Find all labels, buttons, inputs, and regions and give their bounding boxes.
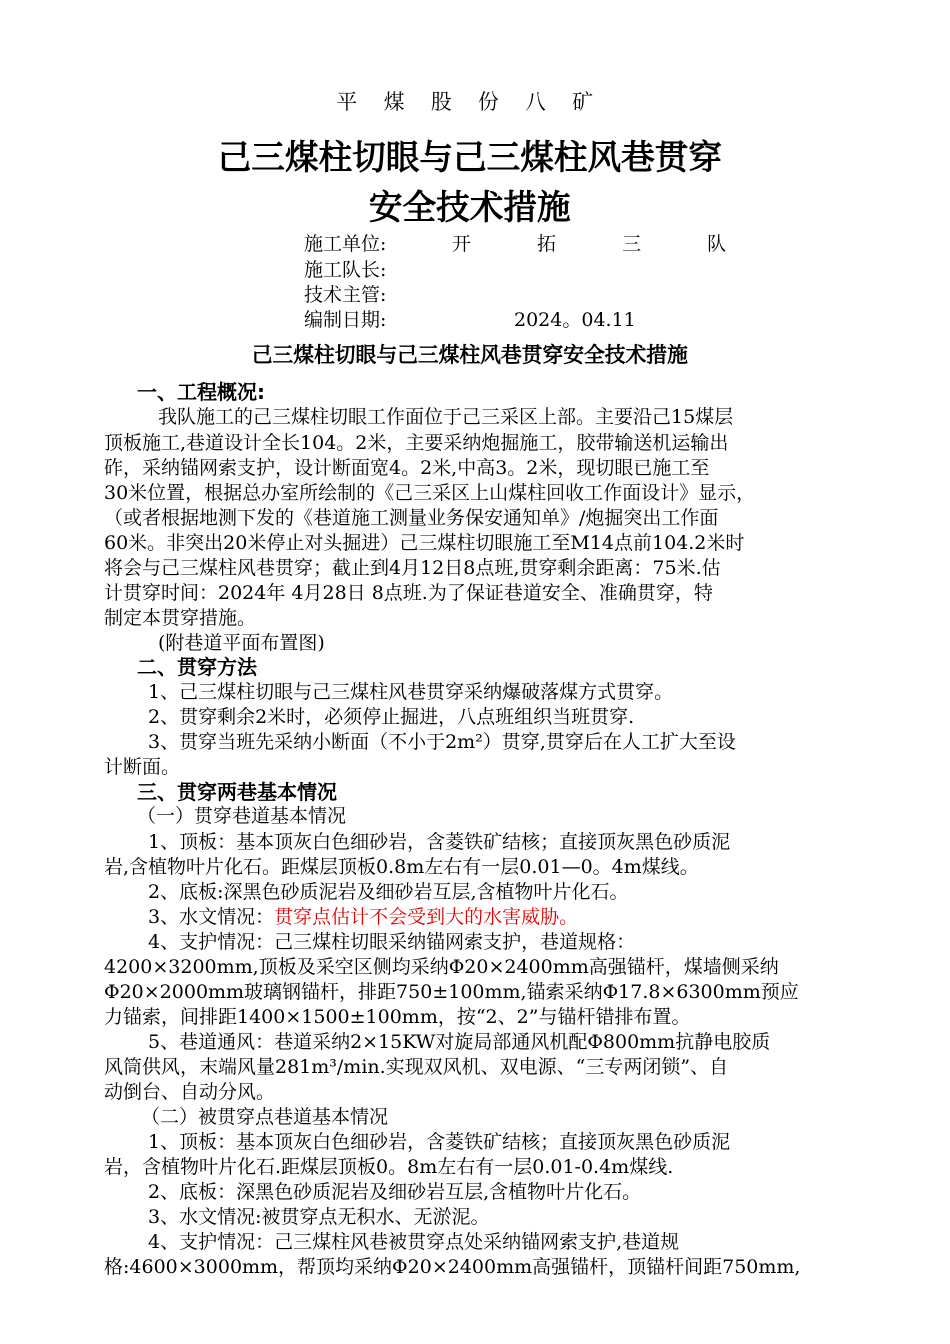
section-heading-3: 三、贯穿两巷基本情况 [137,780,337,804]
title-line-1: 己三煤柱切眼与己三煤柱风巷贯穿 [217,138,722,178]
body-line: 3、贯穿当班先采纳小断面（不小于2m²）贯穿,贯穿后在人工扩大至设 [148,731,736,753]
figure-note: (附巷道平面布置图) [158,632,325,654]
body-line: 我队施工的己三煤柱切眼工作面位于己三采区上部。主要沿己15煤层 [158,406,734,428]
meta-leader-label: 施工队长: [304,259,387,281]
body-line: 计贯穿时间：2024年 4月28日 8点班.为了保证巷道安全、准确贯穿，特 [104,582,713,604]
body-line: 计断面。 [104,756,181,778]
meta-unit-label: 施工单位: [304,233,387,255]
meta-supervisor-label: 技术主管: [304,284,387,306]
water-label: 3、水文情况： [148,906,275,928]
body-line: 4、支护情况：己三煤柱切眼采纳锚网索支护，巷道规格： [148,931,636,953]
body-line: 力锚索，间排距1400×1500±100mm，按“2、2”与锚杆错排布置。 [104,1006,691,1028]
body-line: 30米位置，根据总办室所绘制的《己三采区上山煤柱回收工作面设计》显示， [104,482,756,504]
body-line: 1、顶板：基本顶灰白色细砂岩，含菱铁矿结核；直接顶灰黑色砂质泥 [148,831,731,853]
subsection-heading: （二）被贯穿点巷道基本情况 [141,1106,389,1128]
body-line: 砟，采纳锚网索支护，设计断面宽4。2米,中高3。2米，现切眼已施工至 [104,457,710,479]
body-line: 制定本贯穿措施。 [104,607,257,629]
body-line: 格:4600×3000mm，帮顶均采纳Φ20×2400mm高强锚杆，顶锚杆间距750mm, [104,1256,801,1278]
body-line-water [148,905,578,929]
body-line: 风筒供风，末端风量281m³/min.实现双风机、双电源、“三专两闭锁”、自 [104,1056,729,1078]
section-heading-2: 二、贯穿方法 [137,655,257,679]
meta-date-value: 2024。04.11 [514,309,636,331]
body-line: 3、水文情况:被贯穿点无积水、无淤泥。 [148,1206,490,1228]
section-heading-1: 一、工程概况: [137,380,265,404]
title-line-2: 安全技术措施 [368,188,571,228]
body-line: 1、己三煤柱切眼与己三煤柱风巷贯穿采纳爆破落煤方式贯穿。 [148,681,674,703]
subsection-heading: （一）贯穿巷道基本情况 [137,805,347,827]
body-line: Φ20×2000mm玻璃钢锚杆，排距750±100mm,锚索采纳Φ17.8×6300mm预应 [104,981,799,1003]
body-line: 4200×3200mm,顶板及采空区侧均采纳Φ20×2400mm高强锚杆，煤墙侧采纳 [104,956,779,978]
body-line: 岩,含植物叶片化石。距煤层顶板0.8m左右有一层0.01—0。4m煤线。 [104,856,699,878]
meta-date-label: 编制日期: [304,309,387,331]
body-line: 将会与己三煤柱风巷贯穿；截止到4月12日8点班,贯穿剩余距离：75米.估 [104,557,721,579]
body-line: 2、底板：深黑色砂质泥岩及细砂岩互层,含植物叶片化石。 [148,1181,642,1203]
body-line: 5、巷道通风：巷道采纳2×15KW对旋局部通风机配Φ800mm抗静电胶质 [148,1031,771,1053]
body-line: （或者根据地测下发的《巷道施工测量业务保安通知单》/炮掘突出工作面 [104,507,719,529]
body-line: 4、支护情况：己三煤柱风巷被贯穿点处采纳锚网索支护,巷道规 [148,1231,680,1253]
body-line: 2、贯穿剩余2米时，必须停止掘进，八点班组织当班贯穿. [148,706,635,728]
body-line: 2、底板:深黑色砂质泥岩及细砂岩互层,含植物叶片化石。 [148,881,629,903]
body-line: 顶板施工,巷道设计全长104。2米，主要采纳炮掘施工，胶带输送机运输出 [104,432,729,454]
document-subtitle: 己三煤柱切眼与己三煤柱风巷贯穿安全技术措施 [251,343,688,367]
company-name: 平 煤 股 份 八 矿 [336,90,603,114]
body-line: 60米。非突出20米停止对头掘进）己三煤柱切眼施工至M14点前104.2米时 [104,532,745,554]
water-highlight: 贯穿点估计不会受到大的水害威胁。 [274,906,579,928]
meta-unit-value: 开 拓 三 队 [452,233,757,255]
body-line: 动倒台、自动分风。 [104,1081,276,1103]
body-line: 1、顶板：基本顶灰白色细砂岩，含菱铁矿结核；直接顶灰黑色砂质泥 [148,1131,731,1153]
body-line: 岩，含植物叶片化石.距煤层顶板0。8m左右有一层0.01-0.4m煤线. [104,1156,674,1178]
